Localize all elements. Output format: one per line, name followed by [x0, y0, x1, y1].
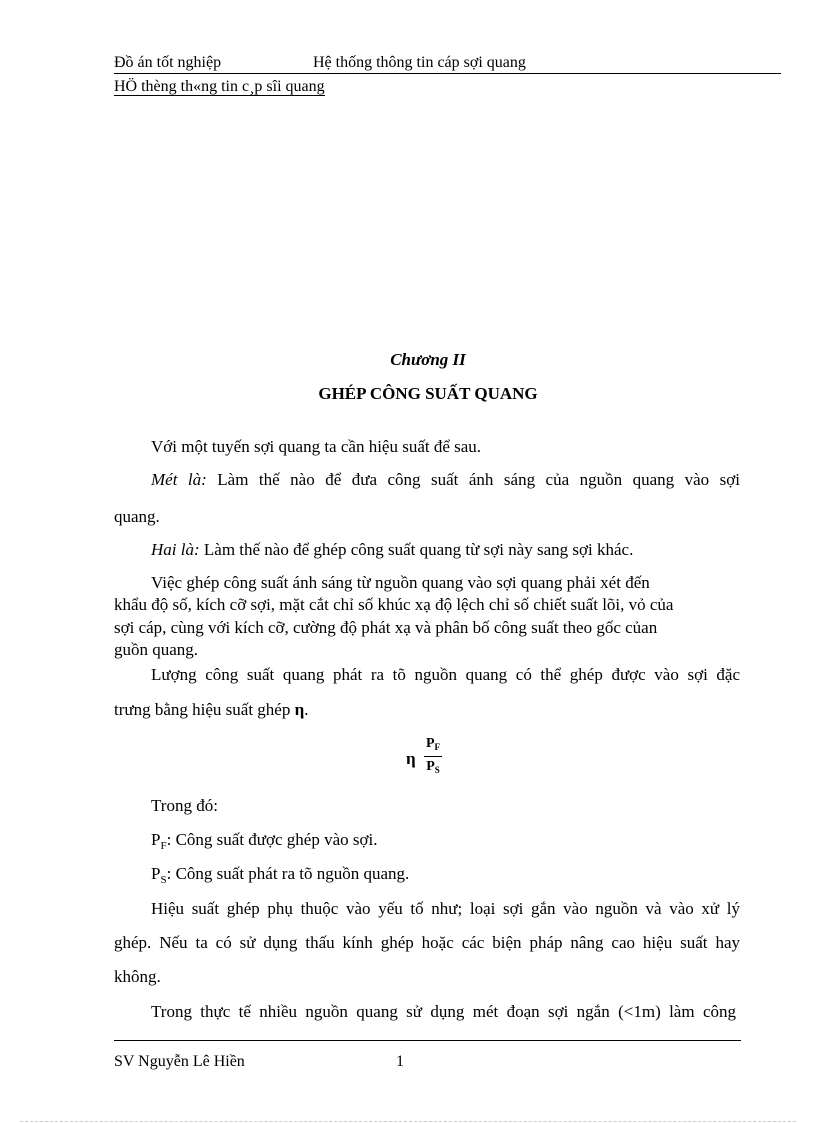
running-header	[114, 53, 781, 74]
paragraph-coupling-line4: guồn quang.	[114, 640, 199, 659]
paragraph-second-point	[151, 539, 633, 561]
pf-subscript: F	[160, 840, 167, 852]
chapter-title: GHÉP CÔNG SUẤT QUANG	[318, 384, 538, 403]
pf-symbol: P	[151, 830, 161, 849]
chapter-number: Chương II	[390, 350, 466, 369]
formula-numerator	[422, 735, 444, 756]
paragraph-factors-line2: ghép. Nếu ta có sử dụng thấu kính ghép hoặc các biện pháp nâng cao hiệu suất hay	[114, 933, 740, 952]
paragraph-coupling-line2: khẩu độ số, kích cỡ sợi, mặt cắt chỉ số khúc xạ độ lệch chỉ số chiết suất lõi, vỏ của	[114, 595, 674, 614]
paragraph-factors-line3: không.	[114, 967, 161, 986]
paragraph-factors-line1: Hiệu suất ghép phụ thuộc vào yếu tố như; loại sợi gắn vào nguồn và vào xử lý	[151, 899, 740, 918]
coupling-efficiency-formula	[406, 735, 446, 781]
ps-definition	[151, 863, 409, 891]
ps-symbol: P	[151, 864, 161, 883]
header-garbled-text: HÖ thèng th«ng tin c¸p sîi quang	[114, 78, 325, 95]
header-topic: Hệ thống thông tin cáp sợi quang	[313, 54, 526, 71]
power-line2-end: .	[304, 700, 309, 719]
formula-eta: η	[406, 749, 416, 768]
second-point-label: Hai là:	[151, 540, 200, 559]
footer-rule	[114, 1040, 741, 1041]
formula-denominator	[422, 758, 444, 779]
fraction-bar	[424, 756, 442, 757]
header-doc-type: Đồ án tốt nghiệp	[114, 54, 222, 71]
second-point-text: Làm thế nào để ghép công suất quang từ sợi này sang sợi khác.	[203, 540, 634, 559]
ps-description: : Công suất phát ra tõ nguồn quang.	[166, 864, 410, 883]
ps-subscript: S	[160, 874, 167, 886]
footer-author: SV Nguyễn Lê Hiền	[114, 1053, 245, 1070]
paragraph-first-point	[151, 469, 740, 491]
where-label: Trong đó:	[151, 796, 218, 815]
numerator-subscript: F	[434, 742, 441, 752]
first-point-text: Làm thế nào để đưa công suất ánh sáng của nguồn quang vào sợi	[217, 470, 740, 489]
header-garbled-topic	[114, 77, 325, 97]
numerator-symbol: P	[425, 736, 435, 751]
denominator-symbol: P	[426, 759, 435, 774]
paragraph-practice-line1: Trong thực tế nhiều nguồn quang sử dụng mét đoạn sợi ngắn (<1m) làm công	[151, 1002, 736, 1021]
footer-page-number: 1	[396, 1053, 404, 1070]
first-point-continuation: quang.	[114, 507, 160, 526]
paragraph-power-line2	[114, 699, 309, 721]
page-break-line	[20, 1121, 796, 1122]
pf-definition	[151, 829, 377, 857]
eta-symbol-inline: η	[294, 700, 305, 719]
denominator-subscript: S	[434, 765, 440, 775]
pf-description: : Công suất được ghép vào sợi.	[166, 830, 378, 849]
paragraph-coupling-line1: Việc ghép công suất ánh sáng từ nguồn quang vào sợi quang phải xét đến	[151, 573, 650, 592]
power-line2-text: trưng bằng hiệu suất ghép	[114, 700, 291, 719]
first-point-label: Mét là:	[151, 470, 207, 489]
paragraph-intro: Với một tuyến sợi quang ta cần hiệu suất để sau.	[151, 437, 482, 456]
paragraph-power-line1: Lượng công suất quang phát ra tõ nguồn quang có thể ghép được vào sợi đặc	[151, 665, 740, 684]
paragraph-coupling-line3: sợi cáp, cùng với kích cỡ, cường độ phát xạ và phân bố công suất theo gốc củan	[114, 618, 658, 637]
